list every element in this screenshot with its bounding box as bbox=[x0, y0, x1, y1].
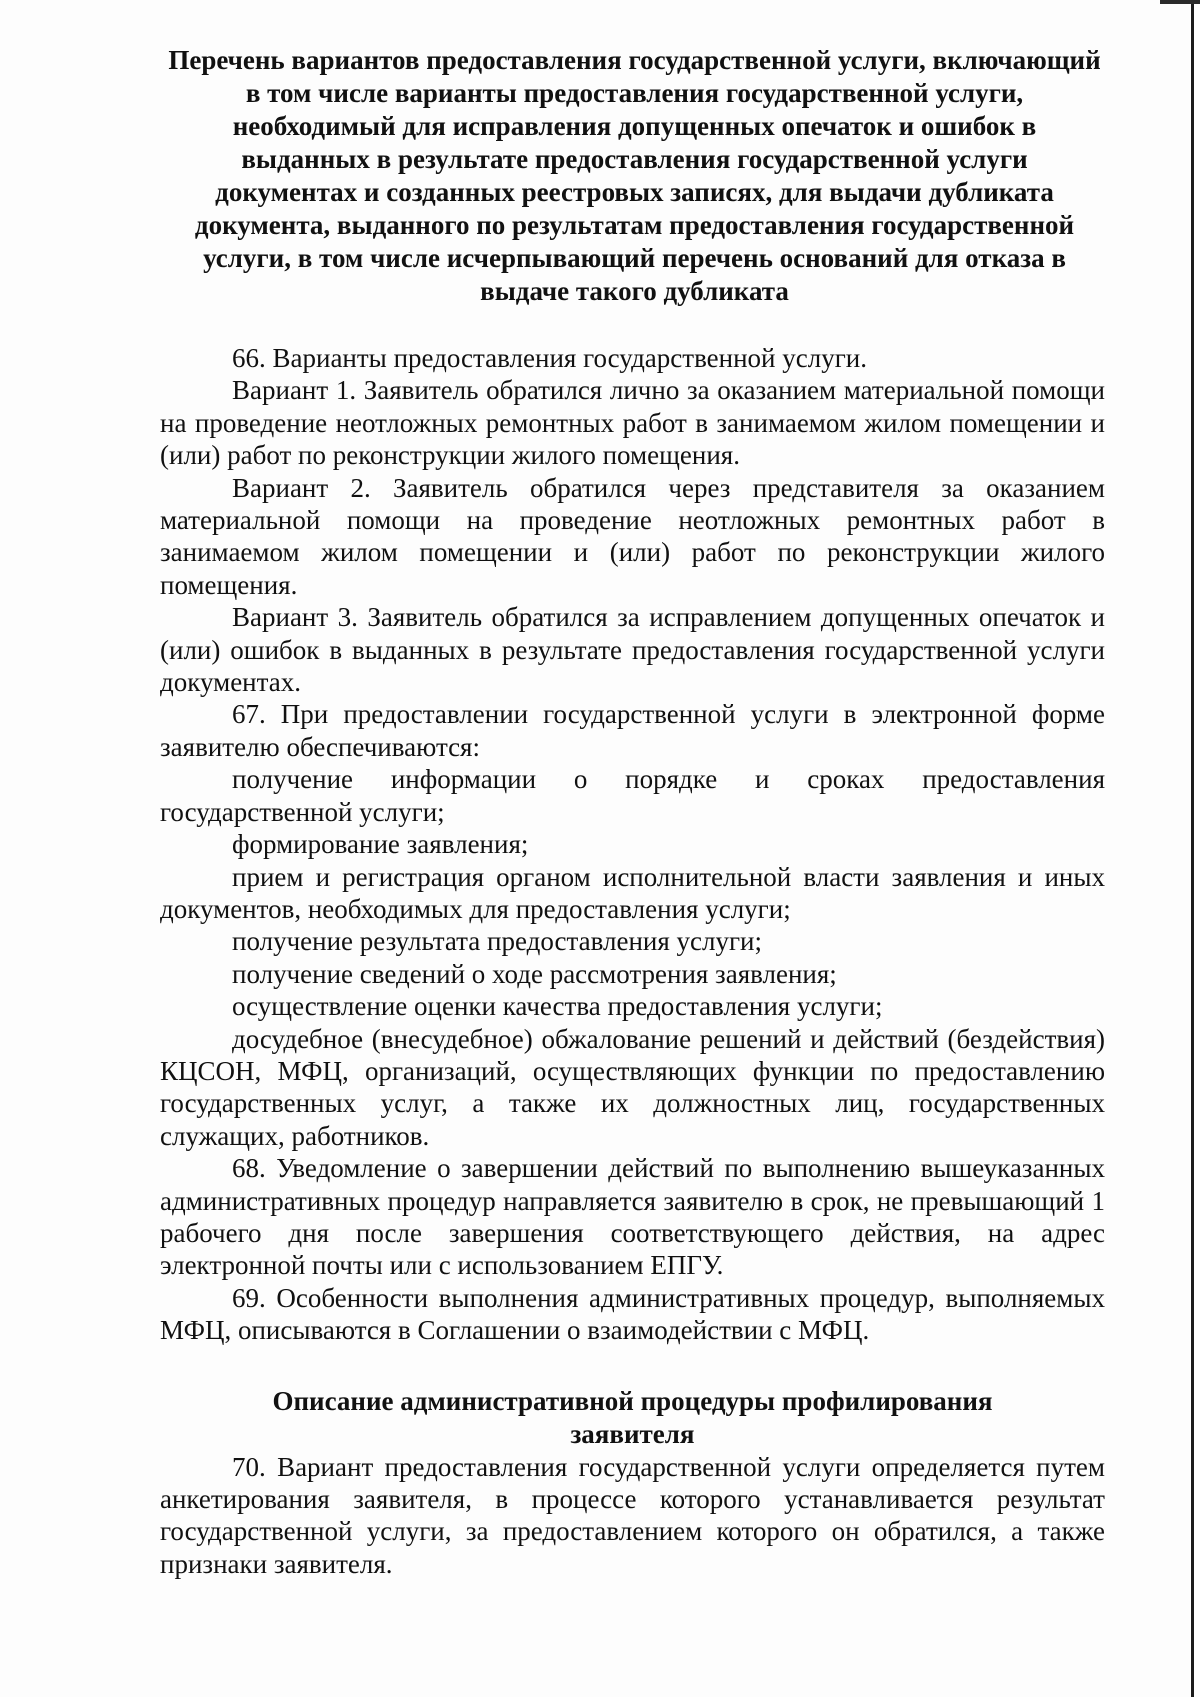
list-item-pretrial-appeal: досудебное (внесудебное) обжалование решений и действий (бездействия) КЦСОН, МФЦ, организаций, осуществляющих функции по предоставлению государственных услуг, а также их должностных лиц, государственных служащих, работников. bbox=[160, 1023, 1105, 1151]
list-item-result-receipt: получение результата предоставления услуги; bbox=[232, 926, 763, 957]
paragraph-69: 69. Особенности выполнения административных процедур, выполняемых МФЦ, описываются в Соглашении о взаимодействии с МФЦ. bbox=[160, 1282, 1105, 1346]
paragraph-variant-2: Вариант 2. Заявитель обратился через представителя за оказанием материальной помощи на проведение неотложных ремонтных работ в занимаемом жилом помещении и (или) работ по реконструкции жилого помещения. bbox=[160, 472, 1105, 600]
scan-edge-line bbox=[1191, 0, 1194, 1697]
paragraph-70: 70. Вариант предоставления государственной услуги определяется путем анкетирования заявителя, в процессе которого устанавливается результат государственной услуги, за предоставлением которого он обратился, а также признаки заявителя. bbox=[160, 1451, 1105, 1579]
list-item-reception-registration: прием и регистрация органом исполнительной власти заявления и иных документов, необходимых для предоставления услуги; bbox=[160, 861, 1105, 924]
section-heading-variants: Перечень вариантов предоставления государственной услуги, включающий в том числе варианты предоставления государственной услуги, необходимый для исправления допущенных опечаток и ошибок в выданных в результате предоставления государственной услуги документах и созданных реестровых записях, для выдачи дубликата документа, выданного по результатам предоставления государственной услуги, в том числе исчерпывающий перечень оснований для отказа в выдаче такого дубликата bbox=[168, 45, 1101, 306]
scan-edge-corner bbox=[1160, 0, 1200, 4]
list-item-information: получение информации о порядке и сроках предоставления государственной услуги; bbox=[160, 764, 1105, 827]
section-heading-profiling: Описание административной процедуры профилирования заявителя bbox=[272, 1385, 993, 1449]
paragraph-68: 68. Уведомление о завершении действий по выполнению вышеуказанных административных процедур направляется заявителю в срок, не превышающий 1 рабочего дня после завершения соответствующего действия, на адрес электронной почты или с использованием ЕПГУ. bbox=[160, 1153, 1105, 1281]
document-content bbox=[160, 44, 1105, 1580]
paragraph-66: 66. Варианты предоставления государственной услуги. bbox=[232, 343, 867, 373]
list-item-quality-assessment: осуществление оценки качества предоставления услуги; bbox=[232, 991, 883, 1022]
list-item-progress-info: получение сведений о ходе рассмотрения заявления; bbox=[232, 958, 837, 989]
paragraph-variant-3: Вариант 3. Заявитель обратился за исправлением допущенных опечаток и (или) ошибок в выданных в результате предоставления государственной услуги документах. bbox=[160, 602, 1105, 698]
paragraph-variant-1: Вариант 1. Заявитель обратился лично за оказанием материальной помощи на проведение неотложных ремонтных работ в занимаемом жилом помещении и (или) работ по реконструкции жилого помещения. bbox=[160, 375, 1105, 471]
paragraph-67: 67. При предоставлении государственной услуги в электронной форме заявителю обеспечиваются: bbox=[160, 699, 1105, 762]
list-item-application-forming: формирование заявления; bbox=[232, 829, 529, 860]
